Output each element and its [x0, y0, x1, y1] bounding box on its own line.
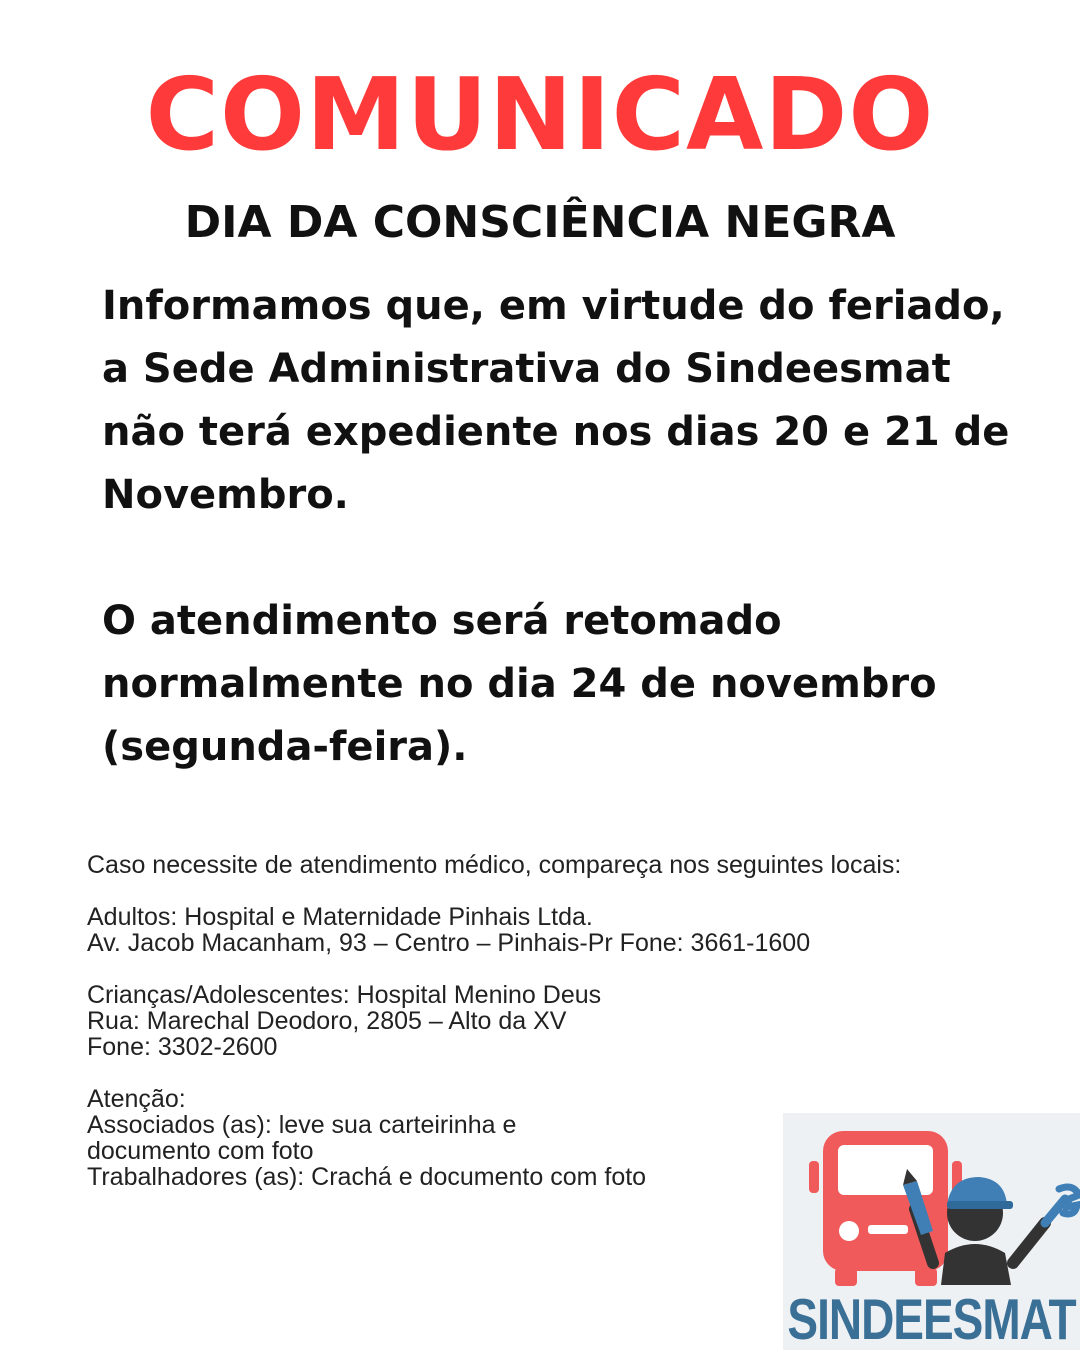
children-hospital-address: Rua: Marechal Deodoro, 2805 – Alto da XV: [87, 1007, 567, 1035]
attention-workers: Trabalhadores (as): Crachá e documento com foto: [87, 1163, 647, 1191]
children-hospital-name: Crianças/Adolescentes: Hospital Menino Deus: [87, 981, 602, 1009]
logo-text: SINDEESMAT: [787, 1286, 1076, 1352]
paragraph-line: (segunda-feira).: [102, 724, 468, 770]
medical-intro-text: Caso necessite de atendimento médico, compareça nos seguintes locais:: [87, 851, 902, 879]
children-hospital-block: [87, 982, 777, 1060]
paragraph-line: Novembro.: [102, 472, 349, 518]
notice-paragraph-resume: [102, 590, 1032, 779]
bus-wheel-left-icon: [835, 1268, 857, 1286]
bus-mirror-left-icon: [809, 1161, 819, 1193]
paragraph-line: a Sede Administrativa do Sindeesmat: [102, 346, 951, 392]
adults-hospital-address: Av. Jacob Macanham, 93 – Centro – Pinhais-Pr Fone: 3661-1600: [87, 929, 811, 957]
bus-wheel-right-icon: [915, 1268, 937, 1286]
paragraph-line: não terá expediente nos dias 20 e 21 de: [102, 409, 1010, 455]
worker-body-icon: [941, 1244, 1011, 1285]
attention-heading: Atenção:: [87, 1085, 186, 1113]
paragraph-line: Informamos que, em virtude do feriado,: [102, 283, 1005, 329]
bus-grille-icon: [868, 1225, 908, 1234]
notice-paragraph-closure: [102, 275, 1032, 527]
paragraph-line: O atendimento será retomado: [102, 598, 782, 644]
adults-hospital-block: [87, 904, 1037, 956]
adults-hospital-name: Adultos: Hospital e Maternidade Pinhais Ltda.: [87, 903, 593, 931]
page-title: COMUNICADO: [145, 56, 935, 173]
attention-associates: Associados (as): leve sua carteirinha e: [87, 1111, 517, 1139]
children-hospital-phone: Fone: 3302-2600: [87, 1033, 278, 1061]
attention-block: [87, 1086, 777, 1190]
sindeesmat-logo: [783, 1113, 1080, 1350]
paragraph-line: normalmente no dia 24 de novembro: [102, 661, 937, 707]
page-subtitle: DIA DA CONSCIÊNCIA NEGRA: [184, 197, 896, 248]
bus-headlight-left-icon: [839, 1221, 859, 1241]
medical-intro: [87, 852, 1037, 878]
attention-associates-cont: documento com foto: [87, 1137, 314, 1165]
